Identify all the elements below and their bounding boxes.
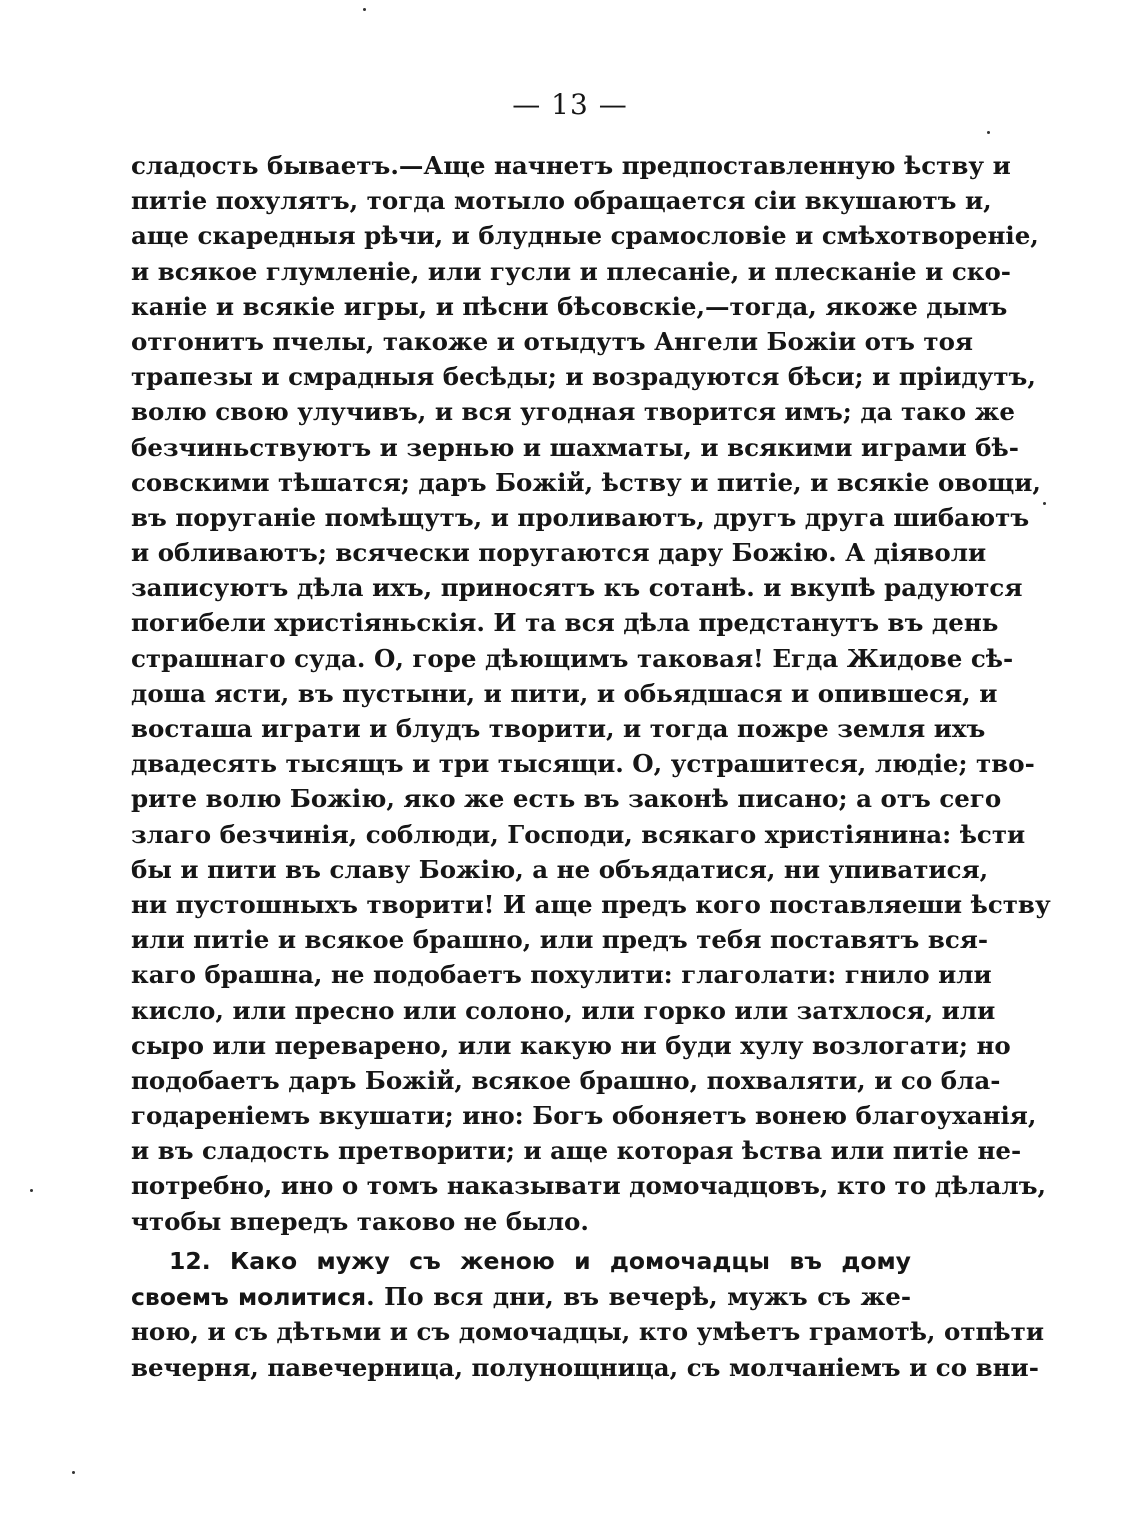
body-text-line: записуютъ дѣла ихъ, приносятъ къ сотанѣ. и вкупѣ радуются: [131, 573, 1023, 603]
body-text-line: въ поруганіе помѣщутъ, и проливаютъ, другъ друга шибаютъ: [131, 502, 1030, 532]
scan-speck: [987, 131, 990, 134]
scan-speck: [30, 1189, 33, 1192]
body-text-line: и всякое глумленіе, или гусли и плесаніе, и плесканіе и ско-: [131, 256, 1011, 286]
section-heading: 12. Како мужу съ женою и домочадцы въ дому: [169, 1247, 911, 1275]
section-12: [131, 1243, 1045, 1385]
body-text-line: бы и пити въ славу Божію, а не объядатися, ни упиватися,: [131, 854, 989, 884]
body-text-line: чтобы впередъ таково не было.: [131, 1206, 589, 1236]
body-text-line: отгонитъ пчелы, такоже и отыдутъ Ангели Божіи отъ тоя: [131, 326, 974, 356]
body-text-line: и обливаютъ; всячески поругаются дару Божію. А діяволи: [131, 538, 987, 568]
body-text-line: годареніемъ вкушати; ино: Богъ обоняетъ вонею благоуханія,: [131, 1101, 1037, 1131]
body-text-line: кисло, или пресно или солоно, или горко или затхлося, или: [131, 995, 996, 1025]
body-text-line: страшнаго суда. О, горе дѣющимъ таковая! Егда Жидове сѣ-: [131, 643, 1014, 673]
body-text-line: двадесять тысящъ и три тысящи. О, устрашитеся, людіе; тво-: [131, 749, 1035, 779]
body-text-line: питіе похулятъ, тогда мотыло обращается сіи вкушаютъ и,: [131, 186, 992, 216]
section-text-line: ною, и съ дѣтьми и съ домочадцы, кто умѣетъ грамотѣ, отпѣти: [131, 1317, 1045, 1347]
body-text: [131, 148, 1051, 1239]
body-text-line: восташа играти и блудъ творити, и тогда пожре земля ихъ: [131, 714, 986, 743]
body-text-line: аще скаредныя рѣчи, и блудные срамословіе и смѣхотвореніе,: [131, 221, 1039, 251]
body-text-line: или питіе и всякое брашно, или предъ тебя поставятъ вся-: [131, 925, 989, 955]
body-text-line: злаго безчинія, соблюди, Господи, всякаго христіянина: ѣсти: [131, 819, 1026, 849]
page-number: — 13 —: [512, 88, 628, 121]
body-text-line: каго брашна, не подобаетъ похулити: глаголати: гнило или: [131, 960, 992, 990]
body-text-line: погибели христіяньскія. И та вся дѣла предстанутъ въ день: [131, 608, 999, 638]
section-heading-continued: [131, 1279, 911, 1315]
scan-speck: [363, 8, 366, 11]
body-text-line: ни пустошныхъ творити! И аще предъ кого поставляеши ѣству: [131, 889, 1051, 919]
body-text-line: безчиньствуютъ и зернью и шахматы, и всякими играми бѣ-: [131, 432, 1019, 462]
body-text-line: трапезы и смрадныя бесѣды; и возрадуются бѣси; и пріидутъ,: [131, 362, 1036, 392]
body-text-line: потребно, ино о томъ наказывати домочадцовъ, кто то дѣлалъ,: [131, 1171, 1047, 1201]
body-text-line: рите волю Божію, яко же есть въ законѣ писано; а отъ сего: [131, 784, 1002, 814]
section-text-start: . По вся дни, въ вечерѣ, мужъ съ же-: [366, 1281, 911, 1311]
body-text-line: каніе и всякіе игры, и пѣсни бѣсовскіе,—тогда, якоже дымъ: [131, 291, 1008, 321]
body-text-line: совскими тѣшатся; даръ Божій, ѣству и питіе, и всякіе овощи,: [131, 467, 1041, 497]
section-heading-line: [131, 1243, 911, 1279]
body-text-line: волю свою улучивъ, и вся угодная творится имъ; да тако же: [131, 397, 1015, 427]
section-text-line: вечерня, павечерница, полунощница, съ молчаніемъ и со вни-: [131, 1352, 1039, 1382]
body-text-line: и въ сладость претворити; и аще которая ѣства или питіе не-: [131, 1136, 1022, 1166]
body-text-line: сыро или переварено, или какую ни буди хулу возлогати; но: [131, 1030, 1011, 1060]
body-text-line: доша ясти, въ пустыни, и пити, и обьядшася и опившеся, и: [131, 678, 998, 708]
body-text-line: сладость бываетъ.—Аще начнетъ предпоставленную ѣству и: [131, 151, 1011, 180]
section-heading-end: своемъ молитися: [131, 1282, 367, 1311]
body-text-line: подобаетъ даръ Божій, всякое брашно, похваляти, и со бла-: [131, 1065, 1001, 1095]
scan-speck: [72, 1471, 75, 1474]
scan-speck: [1043, 502, 1046, 505]
